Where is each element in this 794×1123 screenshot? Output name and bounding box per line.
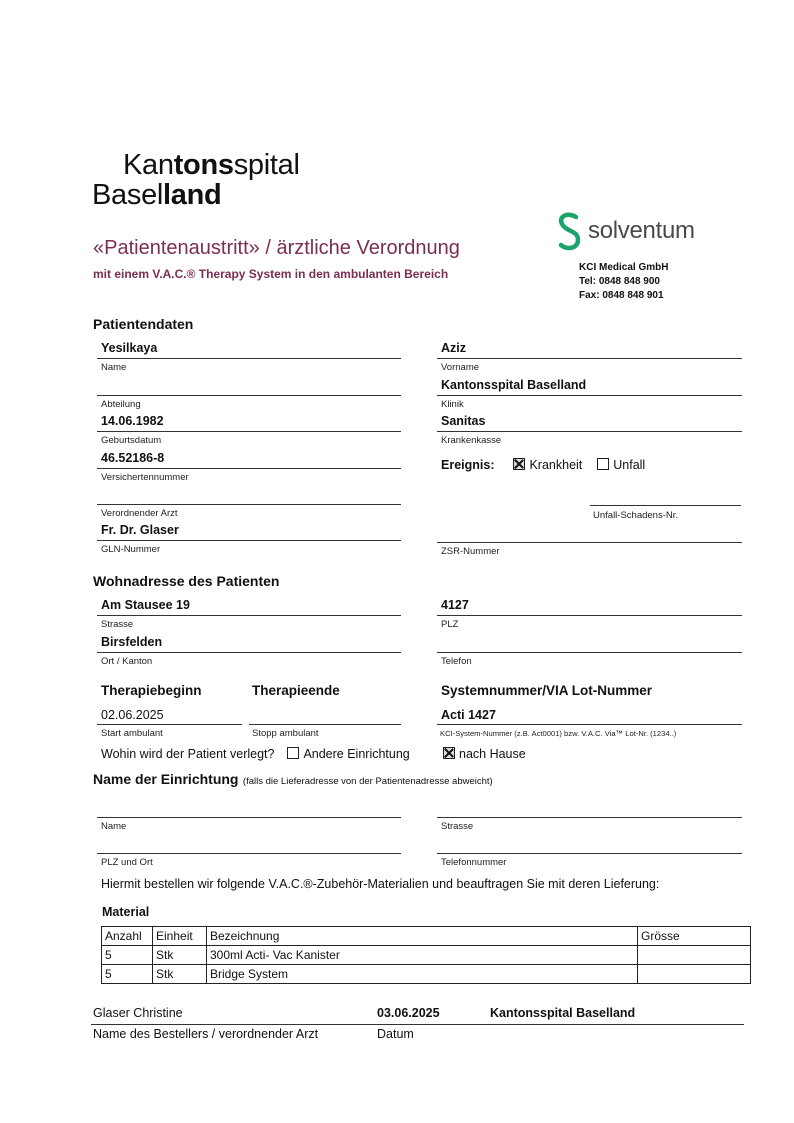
- systemnummer-label: KCI-System-Nummer (z.B. Act0001) bzw. V.A.C. Via™ Lot-Nr. (1234..): [440, 729, 677, 738]
- geburtsdatum-label: Geburtsdatum: [101, 435, 162, 446]
- abteilung-label: Abteilung: [101, 399, 141, 410]
- einrichtung-name-label: Name: [101, 821, 127, 832]
- unfall-checkbox[interactable]: [597, 458, 609, 470]
- telefonnummer-label: Telefonnummer: [441, 857, 507, 868]
- cell-anzahl[interactable]: 5: [102, 965, 153, 984]
- start-ambulant-value[interactable]: 02.06.2025: [101, 708, 164, 722]
- institution-value[interactable]: Kantonsspital Baselland: [490, 1006, 636, 1020]
- krankenkasse-value[interactable]: Sanitas: [441, 414, 486, 428]
- versichertennummer-label: Versichertennummer: [101, 472, 189, 483]
- krankheit-label: Krankheit: [529, 458, 583, 472]
- ereignis-label: Ereignis:: [441, 458, 495, 472]
- header-bezeichnung: Bezeichnung: [207, 927, 638, 946]
- plz-value[interactable]: 4127: [441, 598, 469, 612]
- document-title: «Patientenaustritt» / ärztliche Verordnung: [93, 237, 460, 259]
- therapieende-title: Therapieende: [252, 683, 340, 698]
- klinik-label: Klinik: [441, 399, 464, 410]
- arzt-value[interactable]: Fr. Dr. Glaser: [101, 523, 179, 537]
- krankheit-checkbox[interactable]: [513, 458, 525, 470]
- cell-bezeichnung[interactable]: Bridge System: [207, 965, 638, 984]
- vorname-label: Vorname: [441, 362, 480, 373]
- datum-value[interactable]: 03.06.2025: [377, 1006, 440, 1020]
- table-row: [102, 946, 751, 965]
- andere-einrichtung-label: Andere Einrichtung: [303, 747, 410, 761]
- verordnender-arzt-label: Verordnender Arzt: [101, 508, 178, 519]
- verlegt-question: Wohin wird der Patient verlegt?: [101, 747, 275, 761]
- name-value[interactable]: Yesilkaya: [101, 341, 158, 355]
- section-wohnadresse: Wohnadresse des Patienten: [93, 573, 280, 589]
- header-anzahl: Anzahl: [102, 927, 153, 946]
- table-header-row: [102, 927, 751, 946]
- datum-label: Datum: [377, 1027, 414, 1041]
- andere-einrichtung-checkbox[interactable]: [287, 747, 299, 759]
- nach-hause-label: nach Hause: [459, 747, 526, 761]
- material-title: Material: [102, 905, 150, 919]
- besteller-label: Name des Bestellers / verordnender Arzt: [93, 1027, 319, 1041]
- company-name: KCI Medical GmbH: [579, 262, 669, 273]
- start-ambulant-label: Start ambulant: [101, 728, 163, 739]
- table-row: [102, 965, 751, 984]
- unfall-schadens-nr-label: Unfall-Schadens-Nr.: [593, 510, 679, 521]
- order-intro: Hiermit bestellen wir folgende V.A.C.®-Zubehör-Materialien und beauftragen Sie mit deren Lieferung:: [101, 877, 660, 891]
- telefon-label: Telefon: [441, 656, 472, 667]
- ort-kanton-label: Ort / Kanton: [101, 656, 153, 667]
- stopp-ambulant-label: Stopp ambulant: [252, 728, 319, 739]
- ort-value[interactable]: Birsfelden: [101, 635, 163, 649]
- material-table: [101, 926, 751, 984]
- cell-groesse[interactable]: [638, 965, 751, 984]
- zsr-nummer-label: ZSR-Nummer: [441, 546, 500, 557]
- verlegt-row: [101, 747, 410, 761]
- klinik-value[interactable]: Kantonsspital Baselland: [441, 378, 587, 392]
- cell-bezeichnung[interactable]: 300ml Acti- Vac Kanister: [207, 946, 638, 965]
- vorname-value[interactable]: Aziz: [441, 341, 466, 355]
- cell-groesse[interactable]: [638, 946, 751, 965]
- cell-einheit[interactable]: Stk: [153, 946, 207, 965]
- ereignis-group: [441, 458, 645, 472]
- besteller-value[interactable]: Glaser Christine: [93, 1006, 183, 1020]
- systemnummer-value[interactable]: Acti 1427: [441, 708, 496, 722]
- plz-label: PLZ: [441, 619, 459, 630]
- unfall-label: Unfall: [613, 458, 646, 472]
- geburtsdatum-value[interactable]: 14.06.1982: [101, 414, 164, 428]
- solventum-s-icon: [556, 212, 584, 252]
- cell-einheit[interactable]: Stk: [153, 965, 207, 984]
- strasse-value[interactable]: Am Stausee 19: [101, 598, 190, 612]
- header-groesse: Grösse: [638, 927, 751, 946]
- hospital-logo: Kantonsspital Baselland: [92, 149, 300, 211]
- company-fax: Fax: 0848 848 901: [579, 290, 664, 301]
- document-subtitle: mit einem V.A.C.® Therapy System in den ambulanten Bereich: [93, 267, 449, 281]
- systemnummer-title: Systemnummer/VIA Lot-Nummer: [441, 683, 653, 698]
- therapiebeginn-title: Therapiebeginn: [101, 683, 202, 698]
- cell-anzahl[interactable]: 5: [102, 946, 153, 965]
- einrichtung-note: (falls die Lieferadresse von der Patientenadresse abweicht): [242, 776, 493, 787]
- einrichtung-title: Name der Einrichtung: [93, 771, 239, 787]
- versichertennummer-value[interactable]: 46.52186-8: [101, 451, 165, 465]
- nach-hause-checkbox[interactable]: [443, 747, 455, 759]
- einrichtung-strasse-label: Strasse: [441, 821, 474, 832]
- strasse-label: Strasse: [101, 619, 134, 630]
- header-einheit: Einheit: [153, 927, 207, 946]
- krankenkasse-label: Krankenkasse: [441, 435, 502, 446]
- gln-nummer-label: GLN-Nummer: [101, 544, 161, 555]
- plz-und-ort-label: PLZ und Ort: [101, 857, 153, 868]
- company-tel: Tel: 0848 848 900: [579, 276, 660, 287]
- nach-hause-group: [443, 747, 526, 761]
- name-label: Name: [101, 362, 127, 373]
- section-einrichtung: [93, 771, 493, 789]
- section-patientendaten: Patientendaten: [93, 316, 194, 332]
